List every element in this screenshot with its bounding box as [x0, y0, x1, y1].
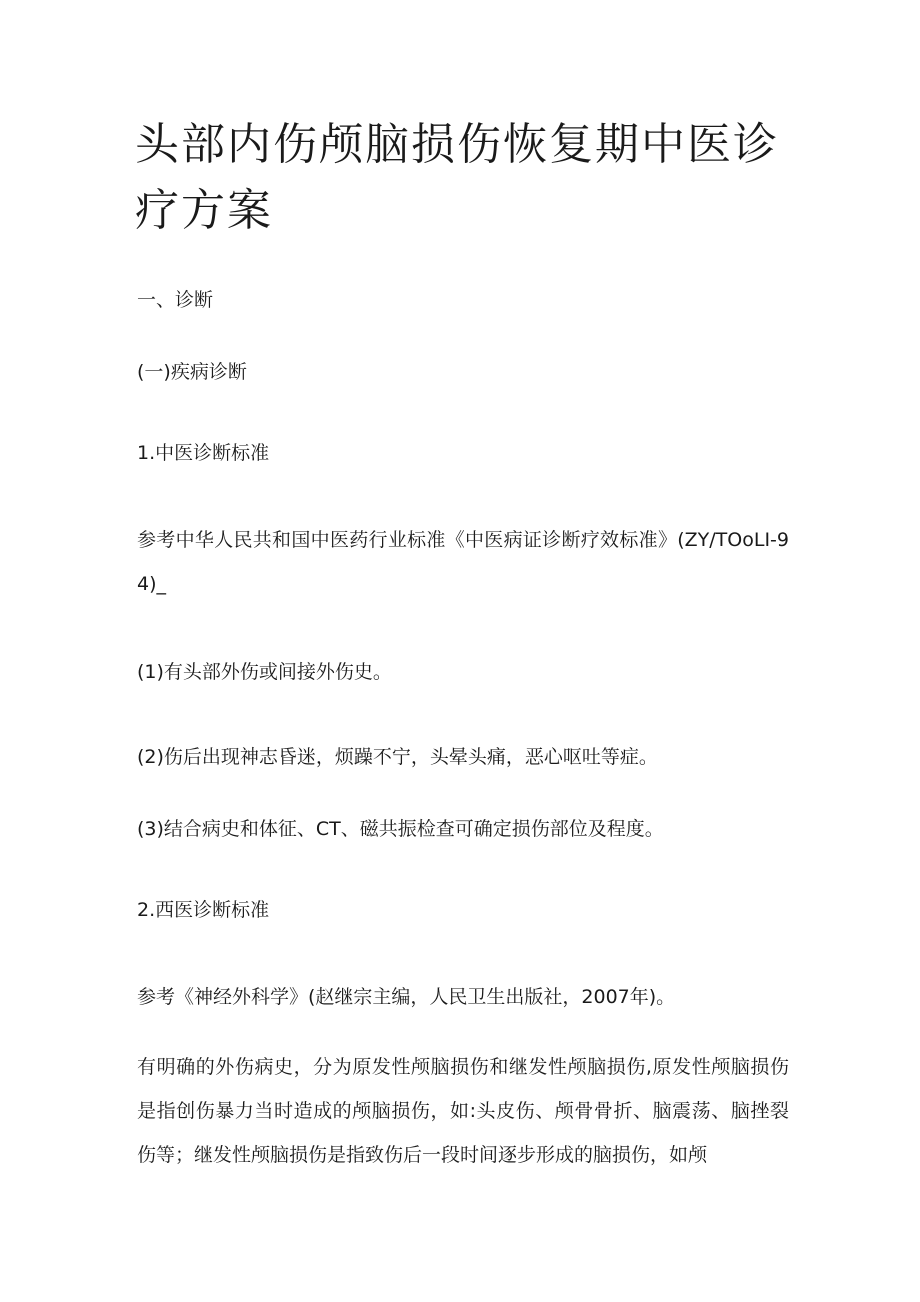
item-heading-western-criteria: 2.西医诊断标准 — [137, 899, 270, 921]
item-heading-tcm-criteria: 1.中医诊断标准 — [137, 442, 270, 464]
criteria-item-1: (1)有头部外伤或间接外伤史。 — [137, 661, 392, 683]
body-paragraph: 有明确的外伤病史，分为原发性颅脑损伤和继发性颅脑损伤,原发性颅脑损伤是指创伤暴力当时造成的颅脑损伤，如:头皮伤、颅骨骨折、脑震荡、脑挫裂伤等；继发性颅脑损伤是指致伤后一段时间逐步形成的脑损伤，如颅 — [137, 1056, 789, 1166]
document-title: 头部内伤颅脑损伤恢复期中医诊疗方案 — [135, 119, 779, 236]
tcm-reference-paragraph: 参考中华人民共和国中医药行业标准《中医病证诊断疗效标准》(ZY/TOoLI-94)_ — [137, 529, 789, 595]
subsection-heading-disease-diagnosis: (一)疾病诊断 — [137, 361, 247, 383]
western-reference-paragraph: 参考《神经外科学》(赵继宗主编，人民卫生出版社，2007年)。 — [137, 986, 676, 1008]
criteria-item-2: (2)伤后出现神志昏迷，烦躁不宁，头晕头痛，恶心呕吐等症。 — [137, 746, 658, 768]
section-heading-diagnosis: 一、诊断 — [137, 289, 214, 311]
criteria-item-3: (3)结合病史和体征、CT、磁共振检查可确定损伤部位及程度。 — [137, 818, 664, 840]
